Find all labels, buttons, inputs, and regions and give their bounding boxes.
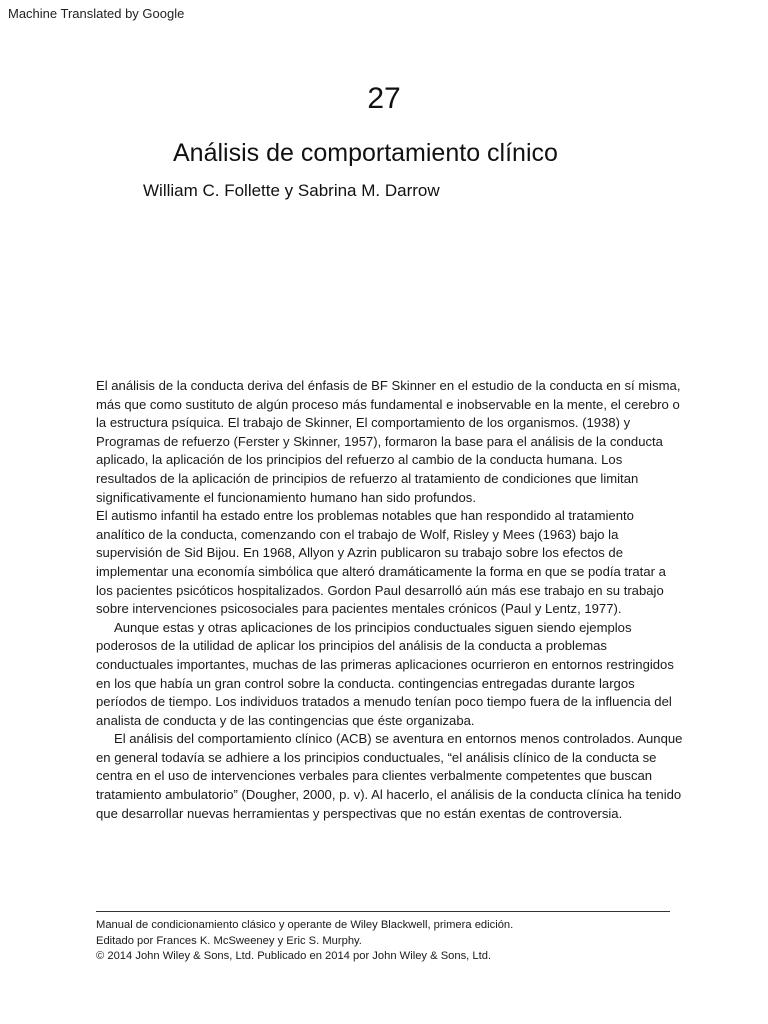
footer-line-editors: Editado por Frances K. McSweeney y Eric S. Murphy. [96, 934, 362, 947]
chapter-number-text: 27 [367, 82, 401, 115]
chapter-number [0, 82, 768, 116]
chapter-body [96, 377, 686, 823]
body-paragraph-3: Aunque estas y otras aplicaciones de los principios conductuales siguen siendo ejemplos poderosos de la utilidad de aplicar los principios del análisis de la conducta a problemas conductuales importantes, muchas de las primeras aplicaciones ocurrieron en entornos restringidos en los que había un gran control sobre la conducta. contingencias entregadas durante largos períodos de tiempo. Los individuos tratados a menudo tenían poco tiempo fuera de la influencia del analista de conducta y de las contingencias que éste organizaba. [96, 619, 674, 728]
footer-line-copyright: © 2014 John Wiley & Sons, Ltd. Publicado en 2014 por John Wiley & Sons, Ltd. [96, 950, 492, 962]
footer-line-book-title: Manual de condicionamiento clásico y operante de Wiley Blackwell, primera edición. [96, 919, 514, 931]
body-paragraph-4: El análisis del comportamiento clínico (ACB) se aventura en entornos menos controlados. Aunque en general todavía se adhiere a los principios conductuales, “el análisis clínico de la conducta se centra en el uso de intervenciones verbales para clientes verbalmente competentes que buscan tratamiento ambulatorio” (Dougher, 2000, p. v). Al hacerlo, el análisis de la conducta clínica ha tenido que desarrollar nuevas herramientas y perspectivas que no están exentas de controversia. [96, 731, 683, 821]
chapter-title: Análisis de comportamiento clínico [173, 139, 558, 167]
machine-translated-banner: Machine Translated by Google [8, 6, 185, 21]
copyright-footer [96, 918, 686, 965]
body-paragraph-2: El autismo infantil ha estado entre los problemas notables que han respondido al tratamiento analítico de la conducta, comenzando con el trabajo de Wolf, Risley y Mees (1963) bajo la supervisión de Sid Bijou. En 1968, Allyon y Azrin publicaron su trabajo sobre los efectos de implementar una economía simbólica que alteró dramáticamente la forma en que se podía tratar a los pacientes psicóticos hospitalizados. Gordon Paul desarrolló aún más ese trabajo en su trabajo sobre intervenciones psicosociales para pacientes mentales crónicos (Paul y Lentz, 1977). [96, 508, 666, 617]
chapter-authors: William C. Follette y Sabrina M. Darrow [143, 181, 440, 200]
footer-divider [96, 911, 670, 912]
body-paragraph-1: El análisis de la conducta deriva del énfasis de BF Skinner en el estudio de la conducta en sí misma, más que como sustituto de algún proceso más fundamental e inobservable en la mente, el cerebro o la estructura psíquica. El trabajo de Skinner, El comportamiento de los organismos. (1938) y Programas de refuerzo (Ferster y Skinner, 1957), formaron la base para el análisis de la conducta aplicado, la aplicación de los principios del refuerzo al cambio de la conducta humana. Los resultados de la aplicación de principios de refuerzo al tratamiento de condiciones que limitan significativamente el funcionamiento humano han sido profundos. [96, 378, 681, 505]
